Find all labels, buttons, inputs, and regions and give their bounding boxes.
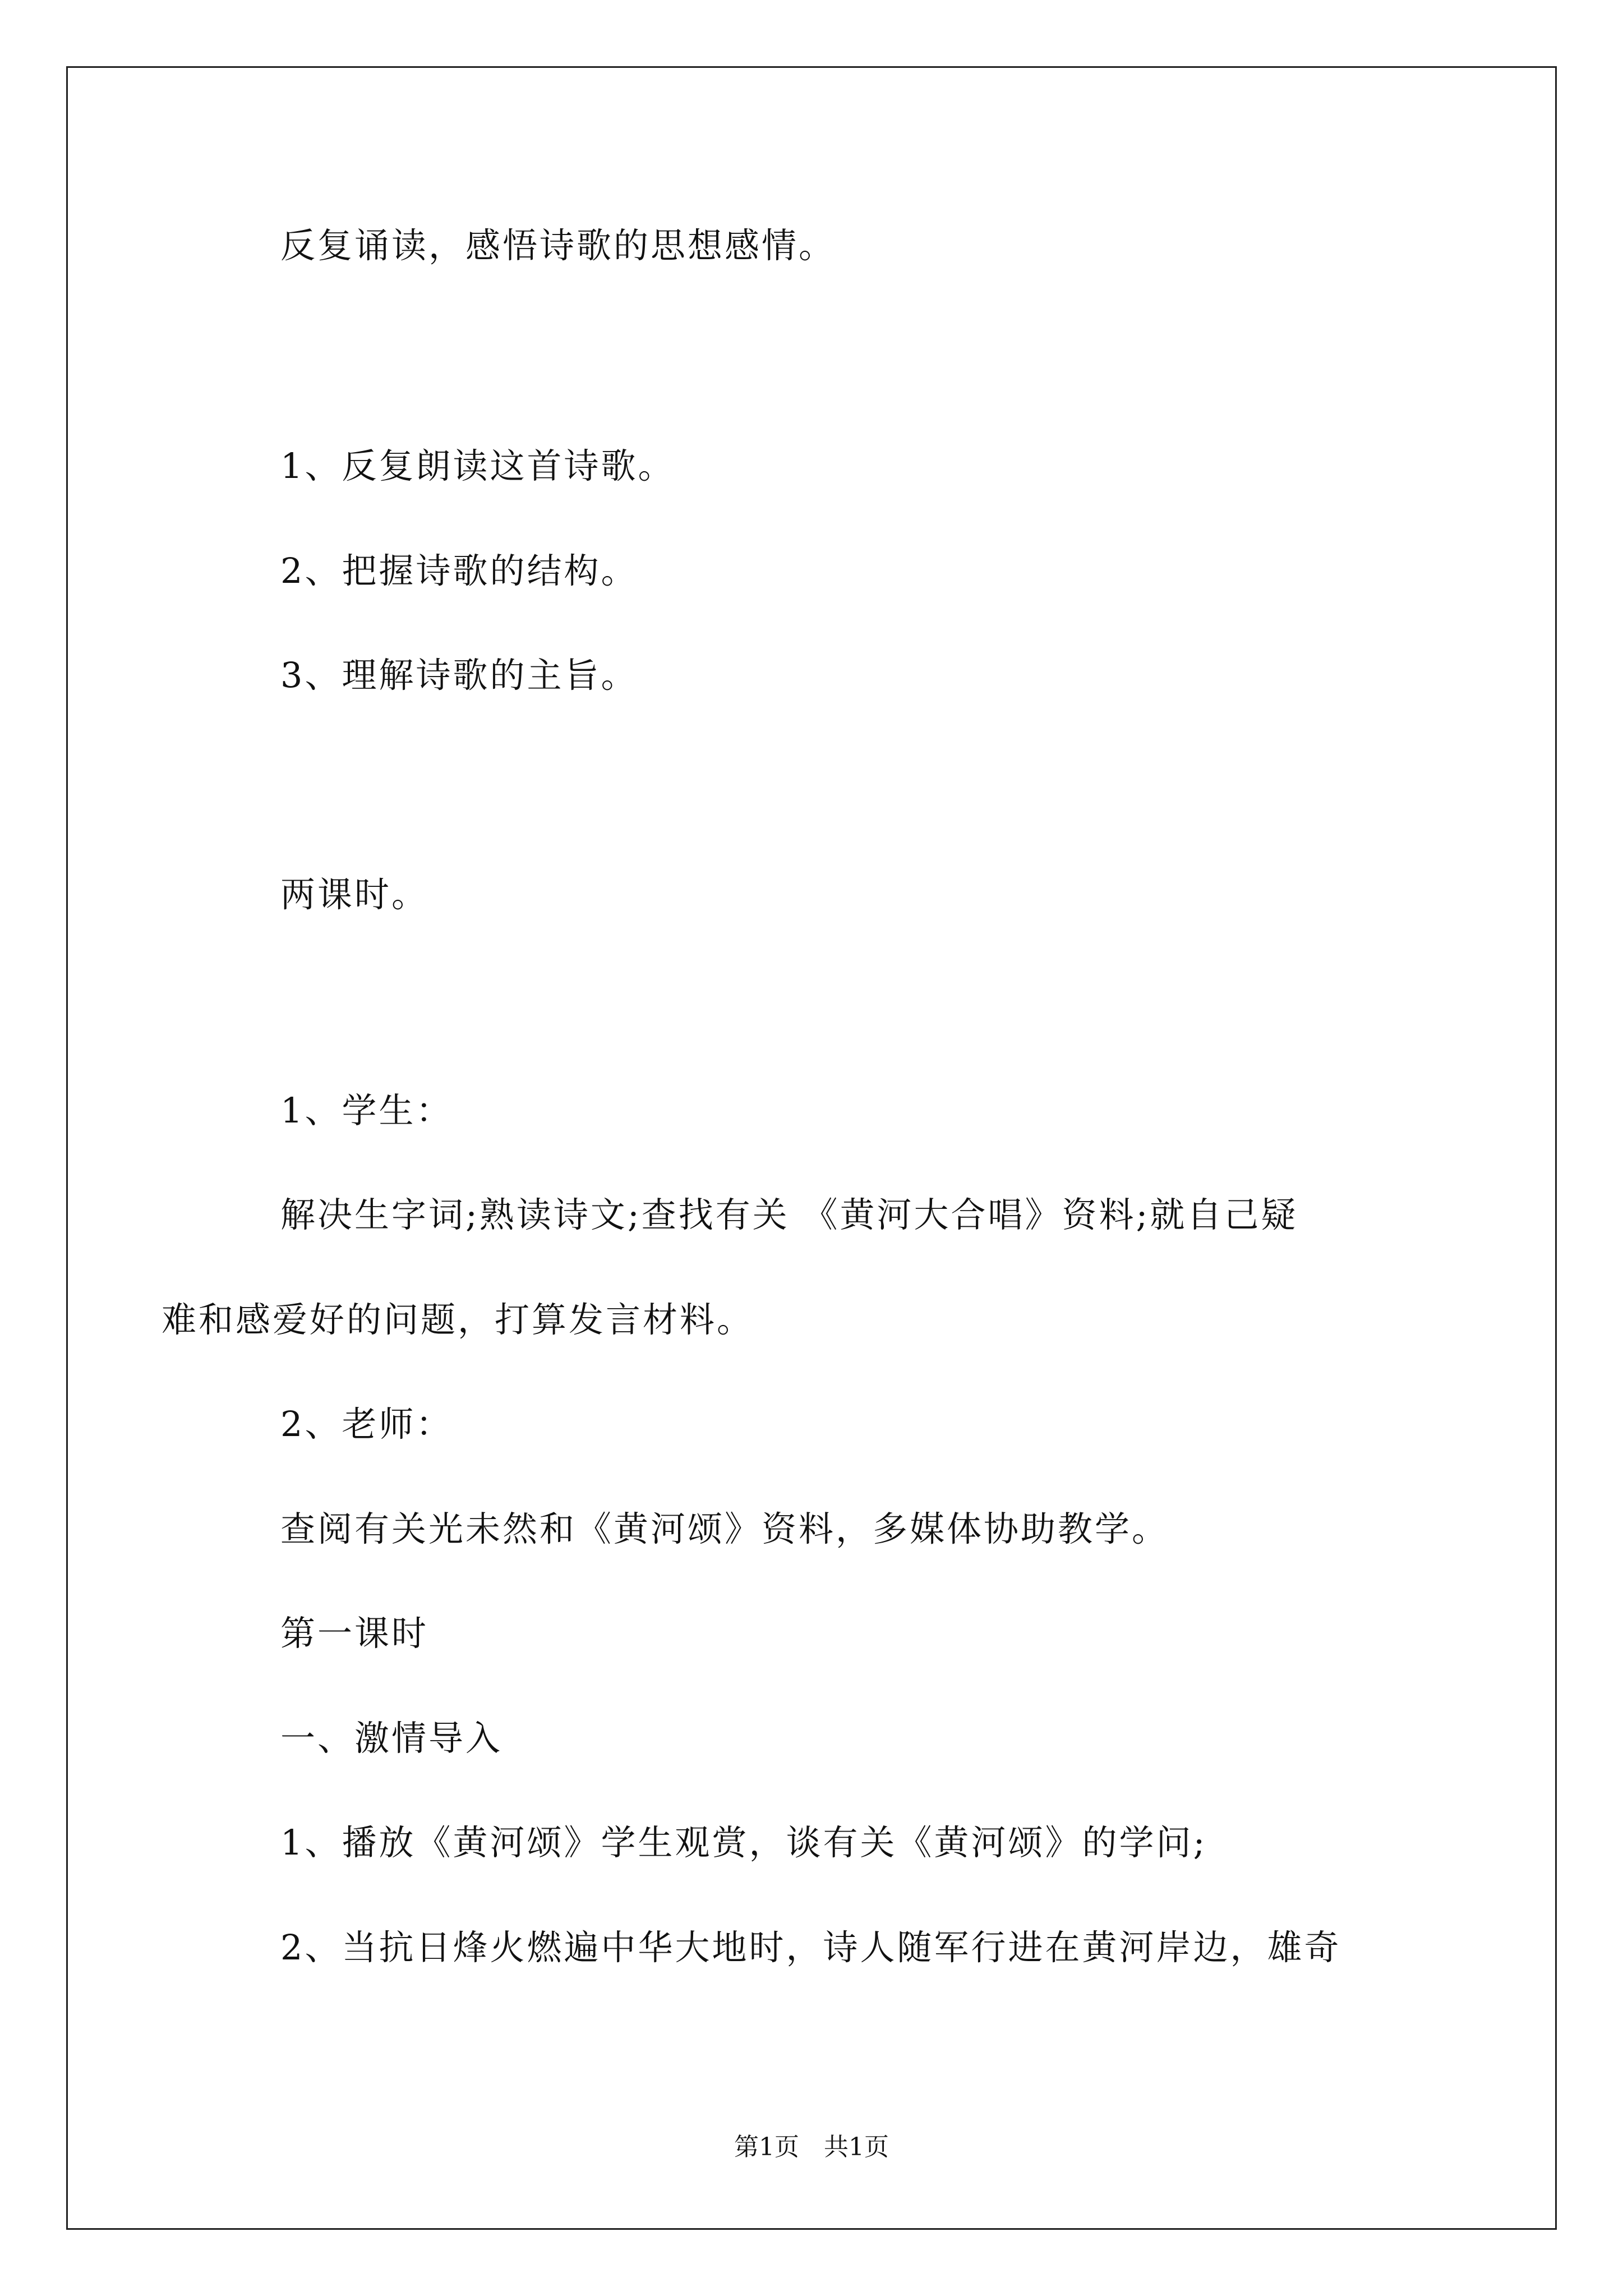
paragraph-students-heading: 1、学生： <box>280 1090 453 1131</box>
paragraph-step-2: 2、当抗日烽火燃遍中华大地时，诗人随军行进在黄河岸边，雄奇 <box>280 1927 1341 1968</box>
paragraph-goal-1: 1、反复朗读这首诗歌。 <box>280 445 675 486</box>
paragraph-duration: 两课时。 <box>280 874 429 915</box>
paragraph-goal-2: 2、把握诗歌的结构。 <box>280 550 638 591</box>
paragraph-students-line-2: 难和感爱好的问题，打算发言材料。 <box>162 1299 754 1340</box>
paragraph-goal-3: 3、理解诗歌的主旨。 <box>280 655 638 696</box>
paragraph-teacher-heading: 2、老师： <box>280 1404 453 1444</box>
paragraph-objective: 反复诵读，感悟诗歌的思想感情。 <box>280 225 836 266</box>
paragraph-teacher-line: 查阅有关光未然和《黄河颂》资料，多媒体协助教学。 <box>280 1508 1169 1549</box>
page-border <box>66 66 1557 2230</box>
paragraph-students-line-1: 解决生字词;熟读诗文;查找有关 《黄河大合唱》资料;就自己疑 <box>280 1194 1298 1235</box>
paragraph-lesson-title: 第一课时 <box>280 1613 429 1654</box>
paragraph-section-heading: 一、激情导入 <box>280 1718 503 1759</box>
paragraph-step-1: 1、播放《黄河颂》学生观赏，谈有关《黄河颂》的学问; <box>280 1822 1207 1863</box>
page-footer: 第1页 共1页 <box>734 2133 889 2161</box>
